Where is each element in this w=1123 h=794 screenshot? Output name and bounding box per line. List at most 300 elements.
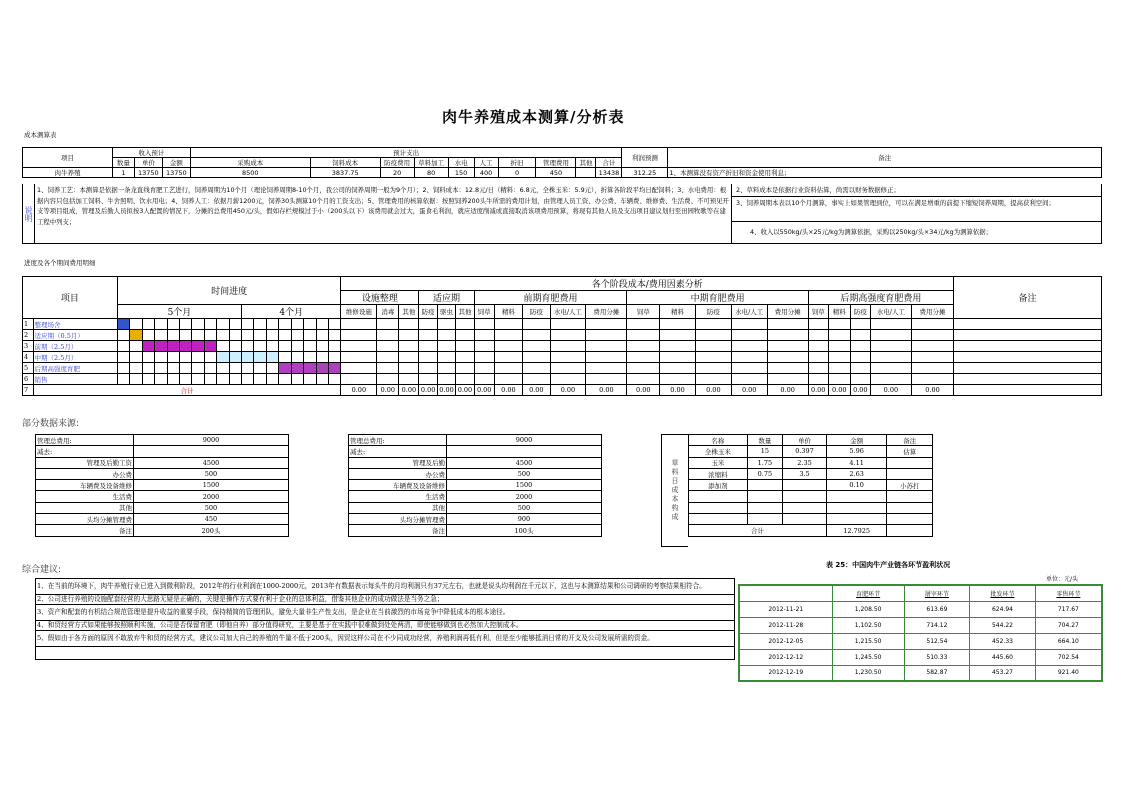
- feed-cell: [887, 491, 933, 502]
- progress-cost-cell: [474, 330, 494, 341]
- cost-cell: 肉牛养殖: [23, 168, 113, 178]
- feed-cell: 浓缩料: [689, 468, 748, 479]
- progress-time-cell: [279, 330, 291, 341]
- source-value: 2000: [447, 491, 602, 502]
- progress-group-adapt: 适应期: [419, 291, 474, 305]
- progress-cost-cell: [523, 352, 550, 363]
- progress-cost-cell: [377, 352, 399, 363]
- progress-cost-cell: [523, 330, 550, 341]
- source-label: 办公费: [36, 468, 134, 479]
- progress-time-cell: [217, 374, 229, 385]
- feed-cost-side-label: 草料日成本构成: [661, 434, 688, 547]
- pricing-head: [739, 585, 832, 601]
- progress-cost-cell: [494, 330, 522, 341]
- cost-head-mgmt: 管理费用: [536, 158, 576, 168]
- progress-cost-cell: [911, 374, 953, 385]
- source-row: [349, 491, 602, 502]
- cost-head-note: 备注: [668, 148, 1102, 168]
- feed-cell: 15: [747, 446, 782, 457]
- advice-item: 3、资产和配套的有机结合规范管理是提升收益的重要手段，保持精简的管理团队，避免大量非生产性支出，是企业在当前激烈的市场竞争中降低成本的根本途径。: [36, 605, 735, 621]
- progress-cost-cell: [870, 374, 911, 385]
- progress-time-cell: [117, 341, 129, 352]
- progress-cost-cell: [695, 374, 731, 385]
- progress-cost-cell: [660, 319, 696, 330]
- source-value: 500: [134, 502, 289, 513]
- source-row: [349, 457, 602, 468]
- progress-cost-cell: [377, 319, 399, 330]
- pricing-cell: 624.94: [970, 601, 1036, 617]
- progress-time-cell: [266, 363, 278, 374]
- source-row: [349, 468, 602, 479]
- progress-sub-head-8: 防疫: [523, 305, 550, 319]
- cost-cell: 13750: [162, 168, 190, 178]
- progress-cost-cell: [870, 352, 911, 363]
- feed-cell: [826, 502, 887, 513]
- progress-cost-cell: [627, 352, 660, 363]
- cost-table: [22, 147, 1102, 178]
- cost-head-other: 其他: [576, 158, 596, 168]
- progress-cost-cell: [767, 341, 808, 352]
- progress-cost-cell: [456, 319, 474, 330]
- progress-head-stage: 各个阶段成本/费用因素分析: [341, 277, 954, 291]
- progress-cost-cell: [377, 330, 399, 341]
- progress-cost-cell: [494, 341, 522, 352]
- progress-time-cell: [304, 352, 316, 363]
- feed-cell: [747, 514, 782, 525]
- progress-cost-cell: [850, 319, 870, 330]
- feed-head: 名称: [689, 435, 748, 446]
- progress-cost-cell: [911, 330, 953, 341]
- progress-cost-cell: [456, 341, 474, 352]
- source-row: [36, 468, 289, 479]
- progress-time-cell: [266, 341, 278, 352]
- feed-cost-table: [688, 434, 933, 537]
- progress-cost-cell: [850, 352, 870, 363]
- feed-head: 单价: [783, 435, 827, 446]
- progress-time-cell: [117, 374, 129, 385]
- progress-sub-head-19: 水电/人工: [870, 305, 911, 319]
- source-value: 200头: [134, 525, 289, 536]
- progress-cost-cell: [627, 374, 660, 385]
- progress-cost-cell: [456, 330, 474, 341]
- progress-time-cell: [155, 352, 167, 363]
- progress-cost-cell: [494, 352, 522, 363]
- cost-cell: 312.25: [622, 168, 668, 178]
- source-label: 减去:: [36, 446, 134, 457]
- progress-row: [23, 341, 1102, 352]
- page-title: 肉牛养殖成本测算/分析表: [442, 108, 625, 126]
- source-label: 车辆费及设备维修: [349, 480, 447, 491]
- progress-time-cell: [192, 352, 204, 363]
- progress-total-cell: 0.00: [341, 385, 377, 396]
- progress-group-middle: 中期育肥费用: [627, 291, 808, 305]
- progress-sub-head-20: 费用分摊: [911, 305, 953, 319]
- source-value: 500: [447, 502, 602, 513]
- progress-time-cell: [117, 319, 129, 330]
- progress-cost-cell: [731, 352, 767, 363]
- progress-cost-cell: [695, 341, 731, 352]
- progress-sub-head-4: 驱虫: [437, 305, 455, 319]
- progress-time-cell: [130, 352, 142, 363]
- source-value: 4500: [134, 457, 289, 468]
- source-row: [36, 435, 289, 446]
- progress-time-cell: [316, 341, 328, 352]
- pricing-cell: 1,208.50: [832, 601, 904, 617]
- progress-sub-head-3: 防疫: [419, 305, 437, 319]
- feed-total-label: 合计: [689, 525, 827, 536]
- source-label: 办公费: [349, 468, 447, 479]
- progress-time-cell: [117, 363, 129, 374]
- progress-note-cell: [954, 385, 1102, 396]
- progress-time-cell: [329, 374, 341, 385]
- source-label: 备注: [36, 525, 134, 536]
- progress-cost-cell: [456, 374, 474, 385]
- progress-time-cell: [179, 363, 191, 374]
- progress-time-cell: [316, 363, 328, 374]
- feed-row: [689, 457, 933, 468]
- progress-time-cell: [242, 374, 254, 385]
- progress-cost-cell: [808, 319, 828, 330]
- progress-cost-cell: [828, 363, 850, 374]
- progress-time-cell: [229, 341, 241, 352]
- progress-total-label: 合计: [33, 385, 341, 396]
- section-progress-label: 进度及各个期间费用明细: [24, 259, 96, 267]
- progress-time-cell: [167, 363, 179, 374]
- source-row: [36, 502, 289, 513]
- progress-cost-cell: [399, 319, 419, 330]
- progress-total-cell: 0.00: [695, 385, 731, 396]
- feed-head: 备注: [887, 435, 933, 446]
- cost-note-1: 1、本测算没有资产折旧和资金使用利息；: [668, 168, 1102, 178]
- pricing-row: [739, 649, 1102, 665]
- progress-sub-head-12: 精料: [660, 305, 696, 319]
- cost-cell: 450: [536, 168, 576, 178]
- progress-time-cell: [229, 374, 241, 385]
- progress-cost-cell: [550, 330, 586, 341]
- description-block: [22, 184, 732, 244]
- progress-time-cell: [266, 352, 278, 363]
- source-row: [349, 446, 602, 457]
- source-value: 500: [447, 468, 602, 479]
- progress-time-cell: [279, 374, 291, 385]
- progress-time-cell: [291, 330, 303, 341]
- progress-row-label: 后期高强度育肥: [33, 363, 117, 374]
- source-row: [349, 435, 602, 446]
- progress-time-cell: [217, 352, 229, 363]
- progress-cost-cell: [695, 330, 731, 341]
- source-table-200: [35, 434, 289, 537]
- source-label: 其他: [349, 502, 447, 513]
- progress-cost-cell: [767, 363, 808, 374]
- progress-time-cell: [155, 319, 167, 330]
- section-sources-label: 部分数据来源:: [22, 419, 80, 429]
- progress-cost-cell: [850, 363, 870, 374]
- description-label: 说明: [23, 184, 35, 243]
- source-label: 生活费: [349, 491, 447, 502]
- progress-sub-head-18: 防疫: [850, 305, 870, 319]
- progress-time-cell: [254, 319, 266, 330]
- progress-cost-cell: [399, 341, 419, 352]
- cost-cell: 3837.75: [310, 168, 380, 178]
- cost-head-profit: 利润预测: [622, 148, 668, 168]
- pricing-cell: 445.60: [970, 649, 1036, 665]
- progress-time-cell: [142, 319, 154, 330]
- feed-cell: 0.75: [747, 468, 782, 479]
- progress-time-cell: [130, 330, 142, 341]
- progress-row-label: 适应期（0.5月）: [33, 330, 117, 341]
- feed-cell: 1.75: [747, 457, 782, 468]
- progress-total-cell: 0.00: [550, 385, 586, 396]
- progress-time-cell: [217, 319, 229, 330]
- progress-cost-cell: [850, 341, 870, 352]
- progress-cost-cell: [731, 341, 767, 352]
- pricing-head: 屠宰环节: [904, 585, 970, 601]
- source-row: [36, 525, 289, 536]
- progress-time-cell: [117, 352, 129, 363]
- progress-time-cell: [167, 319, 179, 330]
- cost-cell: 13438: [596, 168, 622, 178]
- progress-time-cell: [192, 341, 204, 352]
- progress-cost-cell: [437, 319, 455, 330]
- progress-cost-cell: [341, 341, 377, 352]
- progress-time-cell: [179, 374, 191, 385]
- progress-time-cell: [204, 330, 216, 341]
- note-3: 3、饲养周期本表以10个月测算，事实上如果管理到位，可以在满足增重的前提下缩短饲养周期，提高获利空间；: [732, 197, 1101, 222]
- progress-time-cell: [329, 330, 341, 341]
- progress-total-cell: 0.00: [808, 385, 828, 396]
- progress-time-cell: [167, 352, 179, 363]
- progress-time-cell: [329, 363, 341, 374]
- cost-cell: 150: [448, 168, 474, 178]
- cost-head-total: 合计: [596, 158, 622, 168]
- progress-total-cell: 0.00: [420, 386, 436, 394]
- progress-cost-cell: [808, 330, 828, 341]
- progress-time-cell: [266, 330, 278, 341]
- source-value: 9000: [447, 435, 602, 446]
- progress-cost-cell: [474, 319, 494, 330]
- progress-cost-cell: [586, 319, 627, 330]
- feed-cell: [887, 468, 933, 479]
- cost-head-epi: 防疫费用: [380, 158, 414, 168]
- progress-time-cell: [130, 341, 142, 352]
- pricing-cell: 2012-12-12: [739, 649, 832, 665]
- feed-cell: [887, 502, 933, 513]
- progress-cost-cell: [419, 319, 437, 330]
- cost-cell: 1: [112, 168, 134, 178]
- progress-cost-cell: [399, 363, 419, 374]
- feed-cell: 4.11: [826, 457, 887, 468]
- progress-cost-cell: [437, 374, 455, 385]
- advice-table: [35, 578, 735, 660]
- progress-time-cell: [316, 374, 328, 385]
- progress-cost-cell: [399, 330, 419, 341]
- section-advice-label: 综合建议:: [22, 565, 62, 575]
- progress-cost-cell: [586, 374, 627, 385]
- progress-time-cell: [130, 363, 142, 374]
- progress-cost-cell: [419, 352, 437, 363]
- feed-cell: [783, 514, 827, 525]
- progress-cost-cell: [627, 363, 660, 374]
- source-label: 管理总费用:: [36, 435, 134, 446]
- progress-time-cell: [130, 319, 142, 330]
- progress-row-number: 1: [23, 319, 34, 330]
- cost-head-purchase: 采购成本: [190, 158, 310, 168]
- pricing-cell: 1,245.50: [832, 649, 904, 665]
- progress-total-cell: 0.00: [767, 385, 808, 396]
- progress-row-label: 销售: [33, 374, 117, 385]
- progress-time-cell: [254, 363, 266, 374]
- progress-cost-cell: [828, 374, 850, 385]
- progress-time-cell: [155, 341, 167, 352]
- progress-cost-cell: [437, 352, 455, 363]
- progress-cost-cell: [808, 374, 828, 385]
- progress-total-cell: 0.00: [850, 385, 870, 396]
- progress-cost-cell: [586, 352, 627, 363]
- pricing-cell: 582.87: [904, 665, 970, 681]
- progress-time-cell: [204, 341, 216, 352]
- progress-time-cell: [254, 330, 266, 341]
- progress-note-cell: [954, 319, 1102, 330]
- progress-total-cell: 0.00: [660, 385, 696, 396]
- progress-cost-cell: [550, 352, 586, 363]
- progress-cost-cell: [550, 363, 586, 374]
- source-value: 1500: [134, 480, 289, 491]
- progress-cost-cell: [911, 319, 953, 330]
- feed-cell: 5.96: [826, 446, 887, 457]
- source-label: 头均分摊管理费: [36, 514, 134, 525]
- progress-time-cell: [142, 363, 154, 374]
- pricing-row: [739, 617, 1102, 633]
- progress-time-cell: [204, 363, 216, 374]
- source-value: 9000: [134, 435, 289, 446]
- progress-sub-head-0: 维修设施: [341, 305, 377, 319]
- progress-time-cell: [242, 319, 254, 330]
- progress-total-cell: 0.00: [439, 386, 454, 394]
- feed-row: [689, 502, 933, 513]
- progress-time-cell: [291, 352, 303, 363]
- progress-time-cell: [316, 352, 328, 363]
- progress-cost-cell: [911, 352, 953, 363]
- progress-cost-cell: [474, 374, 494, 385]
- source-row: [36, 514, 289, 525]
- progress-cost-cell: [731, 374, 767, 385]
- progress-group-early: 前期育肥费用: [474, 291, 627, 305]
- progress-time-cell: [167, 374, 179, 385]
- advice-item: 4、和贸经营方式如果能够按照顺利实施，公司是否保留育肥（即他自养）部分值得研究，主要是基于在实践中很难做到处处两清，即使能够做到也必然加大控制成本。: [36, 621, 735, 631]
- cost-head-item: 项目: [23, 148, 113, 168]
- progress-row-number: 7: [23, 385, 34, 396]
- progress-cost-cell: [474, 341, 494, 352]
- progress-time-cell: [192, 319, 204, 330]
- progress-head-5m: 5个月: [117, 305, 241, 319]
- progress-cost-cell: [550, 341, 586, 352]
- progress-cost-cell: [828, 319, 850, 330]
- source-value: [447, 446, 602, 457]
- progress-time-cell: [329, 319, 341, 330]
- source-value: 2000: [134, 491, 289, 502]
- feed-cell: [887, 457, 933, 468]
- progress-note-cell: [954, 363, 1102, 374]
- progress-table: [22, 276, 1102, 396]
- source-row: [36, 480, 289, 491]
- progress-time-cell: [179, 330, 191, 341]
- source-value: 500: [134, 468, 289, 479]
- cost-head-price: 单价: [134, 158, 162, 168]
- feed-total-value: 12.7925: [826, 525, 887, 536]
- progress-sub-head-11: 饲草: [627, 305, 660, 319]
- progress-time-cell: [204, 319, 216, 330]
- progress-cost-cell: [808, 363, 828, 374]
- cost-cell: 20: [380, 168, 414, 178]
- cost-head-depr: 折旧: [498, 158, 536, 168]
- feed-cell: [747, 480, 782, 491]
- progress-note-cell: [954, 352, 1102, 363]
- cost-head-labor: 人工: [474, 158, 498, 168]
- progress-cost-cell: [828, 330, 850, 341]
- progress-time-cell: [304, 374, 316, 385]
- feed-row: [689, 468, 933, 479]
- progress-time-cell: [142, 341, 154, 352]
- progress-cost-cell: [341, 352, 377, 363]
- progress-cost-cell: [550, 374, 586, 385]
- note-4: 4、收入以550kg/头×25元/kg为测算依据，采购以250kg/头×34元/kg为测算依据；: [750, 228, 993, 236]
- pricing-cell: 1,215.50: [832, 633, 904, 649]
- progress-time-cell: [291, 374, 303, 385]
- progress-time-cell: [142, 374, 154, 385]
- source-value: 100头: [447, 525, 602, 536]
- source-label: 生活费: [36, 491, 134, 502]
- progress-time-cell: [254, 374, 266, 385]
- progress-row-number: 4: [23, 352, 34, 363]
- progress-time-cell: [329, 352, 341, 363]
- progress-row-label: 中期（2.5月）: [33, 352, 117, 363]
- progress-cost-cell: [870, 341, 911, 352]
- source-value: 900: [447, 514, 602, 525]
- progress-time-cell: [204, 374, 216, 385]
- progress-sub-head-15: 费用分摊: [767, 305, 808, 319]
- pricing-cell: 702.54: [1035, 649, 1102, 665]
- pricing-head: 育肥环节: [832, 585, 904, 601]
- progress-row: [23, 352, 1102, 363]
- progress-cost-cell: [808, 341, 828, 352]
- pricing-cell: 452.33: [970, 633, 1036, 649]
- progress-total-cell: 0.00: [911, 385, 953, 396]
- progress-time-cell: [242, 352, 254, 363]
- pricing-row: [739, 633, 1102, 649]
- progress-cost-cell: [377, 341, 399, 352]
- pricing-cell: 613.69: [904, 601, 970, 617]
- pricing-cell: 544.22: [970, 617, 1036, 633]
- progress-cost-cell: [377, 363, 399, 374]
- progress-cost-cell: [660, 330, 696, 341]
- progress-total-cell: 0.00: [523, 385, 550, 396]
- progress-time-cell: [266, 319, 278, 330]
- progress-cost-cell: [731, 319, 767, 330]
- progress-row-number: 5: [23, 363, 34, 374]
- progress-time-cell: [329, 341, 341, 352]
- progress-cost-cell: [523, 341, 550, 352]
- progress-cost-cell: [523, 374, 550, 385]
- progress-cost-cell: [341, 330, 377, 341]
- progress-time-cell: [229, 363, 241, 374]
- feed-cell: [826, 514, 887, 525]
- progress-sub-head-13: 防疫: [695, 305, 731, 319]
- cost-head-feed: 饲料成本: [310, 158, 380, 168]
- progress-time-cell: [279, 352, 291, 363]
- progress-cost-cell: [695, 352, 731, 363]
- progress-cost-cell: [419, 341, 437, 352]
- progress-cost-cell: [870, 330, 911, 341]
